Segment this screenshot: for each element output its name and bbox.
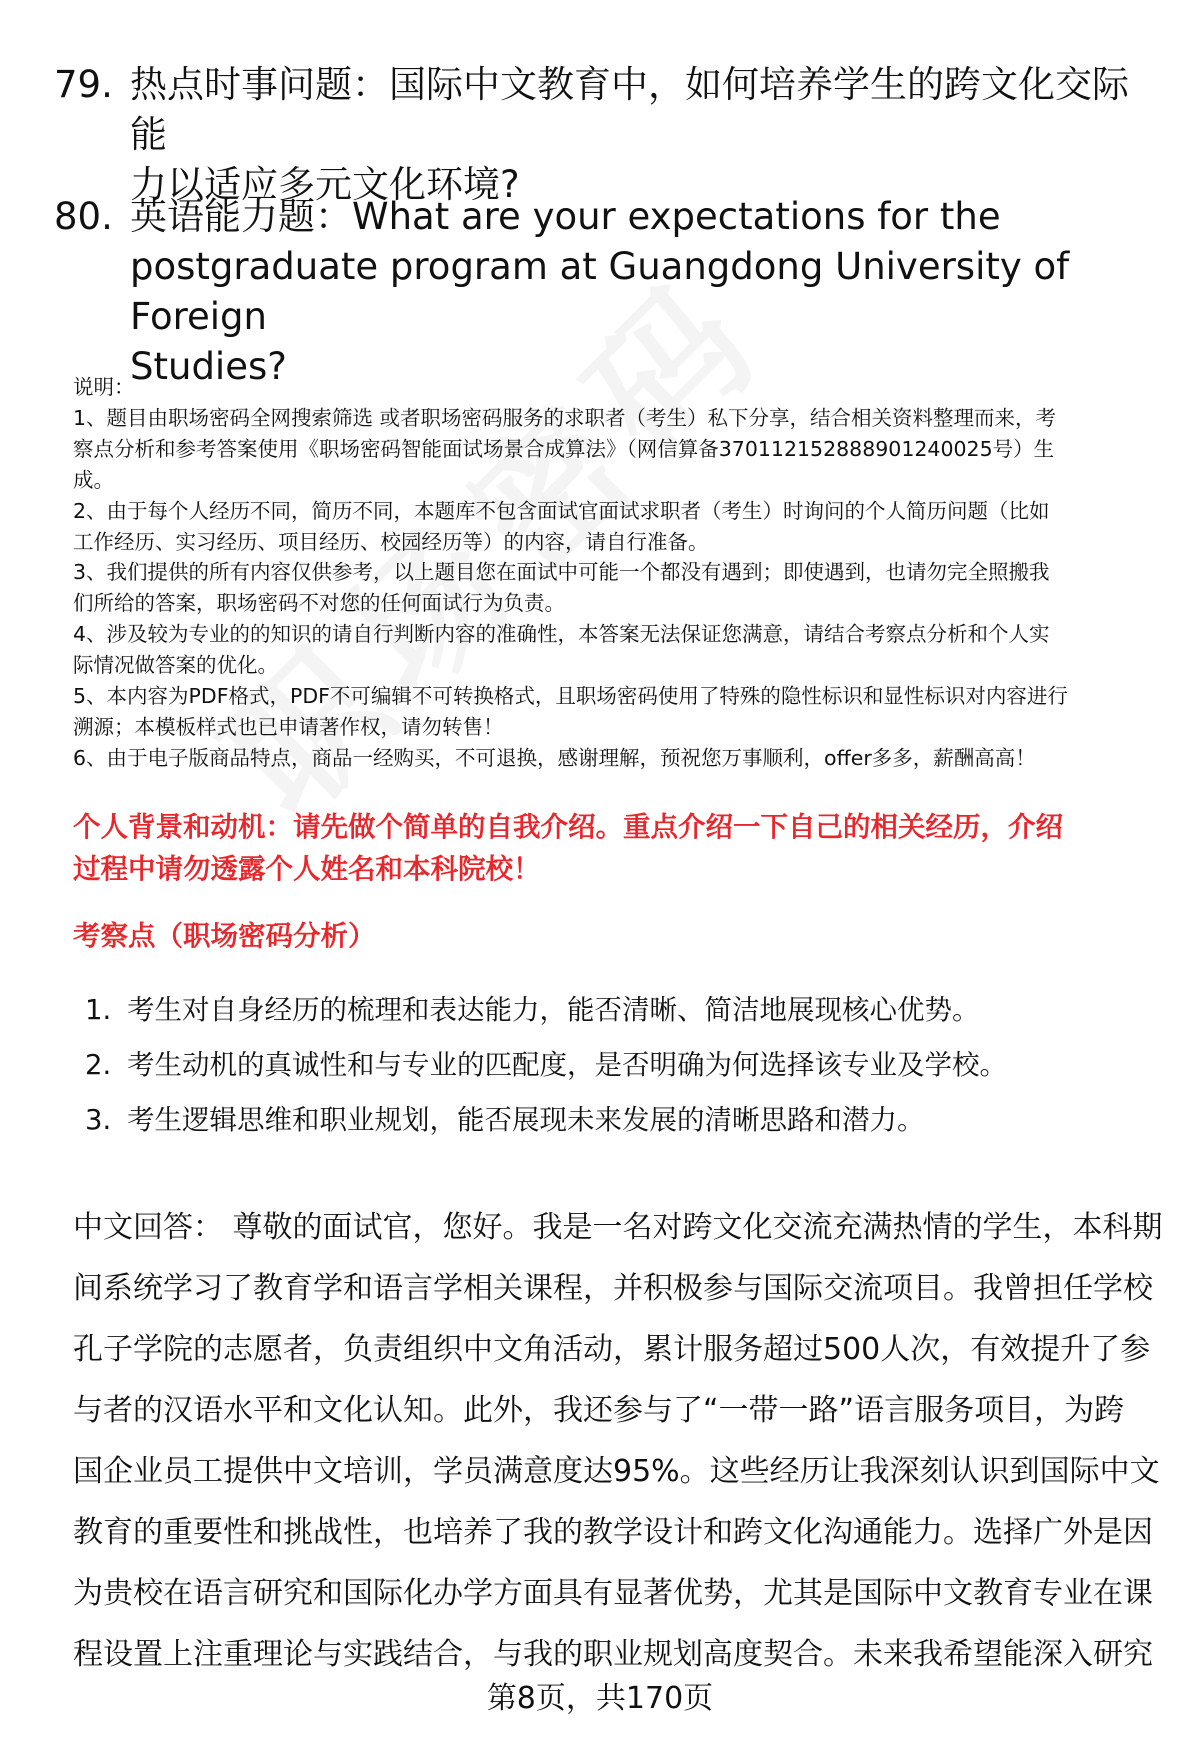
question-text-line: 热点时事问题：国际中文教育中，如何培养学生的跨文化交际能 xyxy=(130,63,1129,156)
notes-line: 溯源；本模板样式也已申请著作权，请勿转售！ xyxy=(73,714,504,739)
point-text: 考生对自身经历的梳理和表达能力，能否清晰、简洁地展现核心优势。 xyxy=(127,994,980,1026)
analysis-title: 考察点（职场密码分析） xyxy=(73,920,376,952)
answer-line: 国企业员工提供中文培训，学员满意度达95%。这些经历让我深刻认识到国际中文 xyxy=(73,1454,1160,1489)
question-text-line: 英语能力题：What are your expectations for the xyxy=(130,195,1001,238)
answer-line: 间系统学习了教育学和语言学相关课程，并积极参与国际交流项目。我曾担任学校 xyxy=(73,1271,1153,1306)
notes-line: 6、由于电子版商品特点，商品一经购买，不可退换，感谢理解，预祝您万事顺利，offer多多，薪酬高高！ xyxy=(73,745,1036,770)
question-number: 79. xyxy=(54,63,113,106)
notes-line: 1、题目由职场密码全网搜索筛选 或者职场密码服务的求职者（考生）私下分享，结合相关资料整理而来，考 xyxy=(73,405,1057,430)
section-heading xyxy=(73,806,1153,890)
notes-section xyxy=(73,372,1153,774)
question-text-line: 力以适应多元文化环境? xyxy=(130,163,520,206)
point-number: 3. xyxy=(85,1104,112,1136)
answer-line: 孔子学院的志愿者，负责组织中文角活动，累计服务超过500人次，有效提升了参 xyxy=(73,1332,1151,1367)
chinese-answer xyxy=(73,1197,1163,1685)
notes-line: 工作经历、实习经历、项目经历、校园经历等）的内容，请自行准备。 xyxy=(73,529,709,554)
question-text-line: postgraduate program at Guangdong University of Foreign xyxy=(130,245,1070,338)
point-number: 1. xyxy=(85,994,112,1026)
notes-line: 5、本内容为PDF格式，PDF不可编辑不可转换格式，且职场密码使用了特殊的隐性标识和显性标识对内容进行 xyxy=(73,684,1068,709)
question-79 xyxy=(54,60,1164,210)
question-number: 80. xyxy=(54,195,113,238)
notes-line: 4、涉及较为专业的的知识的请自行判断内容的准确性，本答案无法保证您满意，请结合考察点分析和个人实 xyxy=(73,622,1050,647)
notes-line: 说明： xyxy=(73,375,135,399)
point-text: 考生逻辑思维和职业规划，能否展现未来发展的清晰思路和潜力。 xyxy=(127,1104,925,1136)
notes-line: 成。 xyxy=(73,467,114,492)
answer-line: 中文回答： 尊敬的面试官，您好。我是一名对跨文化交流充满热情的学生，本科期 xyxy=(73,1210,1163,1245)
notes-line: 3、我们提供的所有内容仅供参考，以上题目您在面试中可能一个都没有遇到；即使遇到，也请勿完全照搬我 xyxy=(73,560,1050,585)
analysis-point xyxy=(85,1100,1165,1140)
section-heading-line: 过程中请勿透露个人姓名和本科院校！ xyxy=(73,853,541,885)
notes-line: 2、由于每个人经历不同，简历不同，本题库不包含面试官面试求职者（考生）时询问的个人简历问题（比如 xyxy=(73,498,1050,523)
notes-line: 们所给的答案，职场密码不对您的任何面试行为负责。 xyxy=(73,591,565,616)
page-footer: 第8页，共170页 xyxy=(486,1681,714,1716)
analysis-point xyxy=(85,1045,1165,1085)
answer-line: 与者的汉语水平和文化认知。此外，我还参与了“一带一路”语言服务项目，为跨 xyxy=(73,1393,1125,1428)
notes-line: 察点分析和参考答案使用《职场密码智能面试场景合成算法》（网信算备370112152888901240025号）生 xyxy=(73,436,1055,461)
answer-line: 为贵校在语言研究和国际化办学方面具有显著优势，尤其是国际中文教育专业在课 xyxy=(73,1576,1153,1611)
notes-line: 际情况做答案的优化。 xyxy=(73,653,278,678)
point-text: 考生动机的真诚性和与专业的匹配度，是否明确为何选择该专业及学校。 xyxy=(127,1049,1007,1081)
point-number: 2. xyxy=(85,1049,112,1081)
question-80 xyxy=(54,192,1164,392)
answer-line: 教育的重要性和挑战性，也培养了我的教学设计和跨文化沟通能力。选择广外是因 xyxy=(73,1515,1153,1550)
analysis-point xyxy=(85,990,1165,1030)
answer-line: 程设置上注重理论与实践结合，与我的职业规划高度契合。未来我希望能深入研究 xyxy=(73,1637,1153,1672)
section-heading-line: 个人背景和动机：请先做个简单的自我介绍。重点介绍一下自己的相关经历，介绍 xyxy=(73,811,1063,843)
question-text-line: Studies? xyxy=(130,345,287,388)
